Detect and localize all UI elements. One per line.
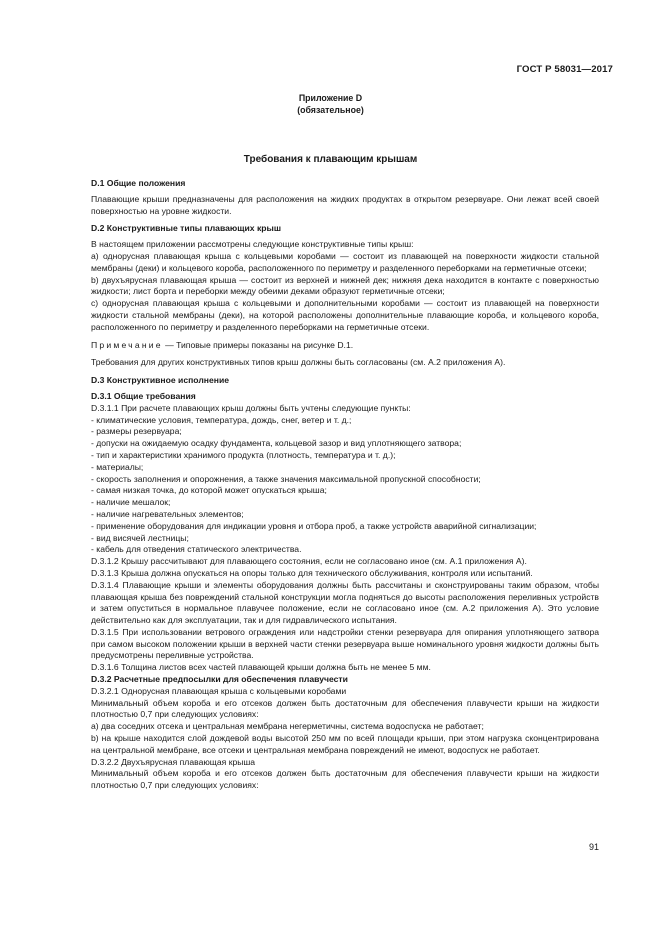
section-heading-d1: D.1 Общие положения bbox=[91, 178, 186, 188]
list-item-d2-a: а) однорусная плавающая крыша с кольцевыми коробами — состоит из плавающей на поверхности жидкости стальной мембраны (деки) и кольцевого короба, расположенного по периметру и разделенного переборками на герметичные отсеки; bbox=[91, 250, 599, 273]
standard-code: ГОСТ Р 58031—2017 bbox=[516, 64, 613, 75]
list-item: - материалы; bbox=[91, 461, 144, 472]
list-item: - климатические условия, температура, дождь, снег, ветер и т. д.; bbox=[91, 414, 352, 425]
paragraph-d313: D.3.1.3 Крыша должна опускаться на опоры только для технического обслуживания, контроля или испытаний. bbox=[91, 567, 533, 578]
appendix-heading bbox=[0, 92, 661, 116]
section-heading-d2: D.2 Конструктивные типы плавающих крыш bbox=[91, 223, 282, 234]
list-item: - тип и характеристики хранимого продукта (плотность, температура и т. д.); bbox=[91, 449, 396, 460]
paragraph-d315: D.3.1.5 При использовании ветрового ограждения или надстройки стенки резервуара для опирания уплотняющего затвора при самом высоком положении крыши в верхней части стенки резервуара выше номинального уровня жидкости должны быть предусмотрены переливные устройства. bbox=[91, 626, 599, 661]
list-item: - размеры резервуара; bbox=[91, 426, 182, 437]
appendix-title: Приложение D bbox=[298, 93, 363, 103]
note bbox=[91, 340, 599, 352]
paragraph-d2-intro: В настоящем приложении рассмотрены следующие конструктивные типы крыш: bbox=[91, 239, 414, 250]
list-item: - скорость заполнения и опорожнения, а также значения максимальной пропускной способности; bbox=[91, 473, 481, 484]
list-item: - применение оборудования для индикации уровня и отбора проб, а также устройств аварийной сигнализации; bbox=[91, 520, 537, 531]
paragraph-d314: D.3.1.4 Плавающие крыши и элементы оборудования должны быть рассчитаны и сконструированы таким образом, чтобы плавающая крыша без повреждений стальной конструкции могла подняться до высоты расположения переливных устройств и затем опуститься в нормальное плавучее положение, если не согласовано иное (см. А.2 приложения А). Это условие действительно как для эксплуатации, так и для гидравлического испытания. bbox=[91, 579, 599, 626]
list-item: - наличие нагревательных элементов; bbox=[91, 508, 244, 519]
appendix-status: (обязательное) bbox=[297, 105, 364, 115]
paragraph-d316: D.3.1.6 Толщина листов всех частей плавающей крыши должна быть не менее 5 мм. bbox=[91, 662, 431, 673]
paragraph-d1: Плавающие крыши предназначены для расположения на жидких продуктах в открытом резервуаре. Они лежат всей своей поверхностью на уровне жидкости. bbox=[91, 193, 599, 216]
list-item-d2-c: с) однорусная плавающая крыша с кольцевыми и дополнительными коробами — состоит из плавающей на поверхности жидкости стальной мембраны (деки), на которой расположены дополнительные плавающие короба, и кольцевого короба, расположенного по периметру и разделенного переборками на герметичные отсеки. bbox=[91, 298, 599, 332]
section-heading-d31: D.3.1 Общие требования bbox=[91, 390, 196, 401]
note-text: — Типовые примеры показаны на рисунке D.1. bbox=[162, 339, 354, 350]
page-number: 91 bbox=[588, 842, 599, 852]
paragraph-d321: Минимальный объем короба и его отсеков должен быть достаточным для обеспечения плавучести крыши на жидкости плотностью 0,7 при следующих условиях: bbox=[91, 697, 599, 720]
list-item: - наличие мешалок; bbox=[91, 497, 171, 508]
list-item-d2-b: b) двухъярусная плавающая крыша — состоит из верхней и нижней дек; нижняя дека находится в контакте с поверхностью жидкости; лист борта и переборки между обеими деками образуют герметичные отсеки; bbox=[91, 274, 599, 297]
section-heading-d32: D.3.2 Расчетные предпосылки для обеспечения плавучести bbox=[91, 674, 348, 685]
paragraph-d322: Минимальный объем короба и его отсеков должен быть достаточным для обеспечения плавучести крыши на жидкости плотностью 0,7 при следующих условиях: bbox=[91, 768, 599, 791]
paragraph-d2-other: Требования для других конструктивных типов крыш должны быть согласованы (см. А.2 приложения А). bbox=[91, 357, 506, 368]
list-item: - самая низкая точка, до которой может опускаться крыша; bbox=[91, 485, 327, 496]
list-item: - вид висячей лестницы; bbox=[91, 532, 189, 543]
paragraph-d312: D.3.1.2 Крышу рассчитывают для плавающего состояния, если не согласовано иное (см. А.1 приложения А). bbox=[91, 556, 527, 567]
list-item-d321-a: а) два соседних отсека и центральная мембрана негерметичны, система водоспуска не работает; bbox=[91, 721, 484, 732]
paragraph-d311: D.3.1.1 При расчете плавающих крыш должны быть учтены следующие пункты: bbox=[91, 402, 411, 413]
list-item: - допуски на ожидаемую осадку фундамента, кольцевой зазор и вид уплотняющего затвора; bbox=[91, 438, 462, 449]
document-body bbox=[91, 178, 599, 792]
subheading-d322: D.3.2.2 Двухъярусная плавающая крыша bbox=[91, 756, 256, 767]
list-item: - кабель для отведения статического электричества. bbox=[91, 544, 302, 555]
section-heading-d3: D.3 Конструктивное исполнение bbox=[91, 375, 230, 386]
list-item-d321-b: b) на крыше находится слой дождевой воды высотой 250 мм по всей площади крыши, при этом нагрузка сконцентрирована на центральной мембране, все отсеки и центральная мембрана повреждений не имеют, водоспуск не работает. bbox=[91, 733, 599, 755]
subheading-d321: D.3.2.1 Однорусная плавающая крыша с кольцевыми коробами bbox=[91, 685, 347, 696]
page-title: Требования к плавающим крышам bbox=[243, 154, 418, 165]
note-label: Примечание bbox=[91, 339, 163, 350]
